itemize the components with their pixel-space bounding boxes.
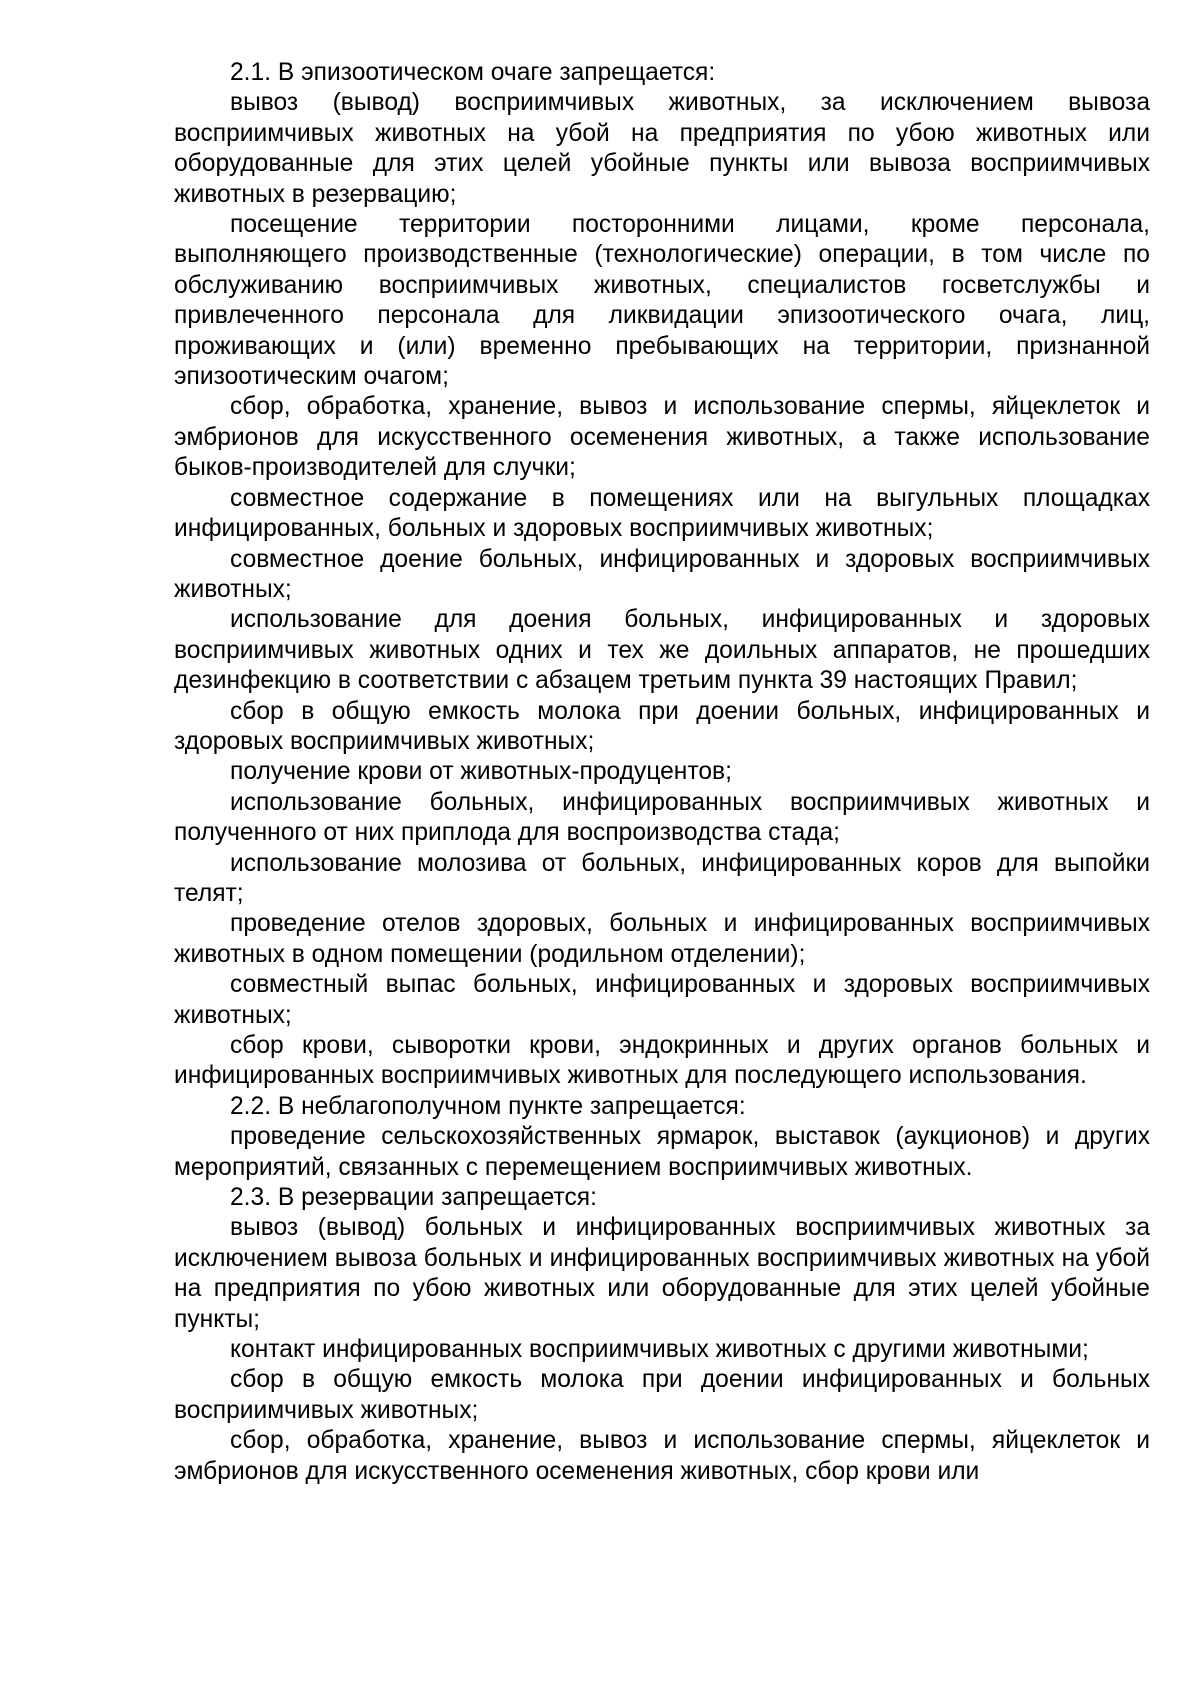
- section-heading-2-2: 2.2. В неблагополучном пункте запрещается:: [230, 1092, 746, 1120]
- section-heading-2-3: 2.3. В резервации запрещается:: [230, 1184, 597, 1212]
- paragraph: совместный выпас больных, инфицированных и здоровых восприимчивых животных;: [174, 971, 1150, 1029]
- paragraph: контакт инфицированных восприимчивых животных с другими животными;: [230, 1336, 1089, 1364]
- paragraph: проведение отелов здоровых, больных и инфицированных восприимчивых животных в одном помещении (родильном отделении);: [174, 910, 1150, 968]
- paragraph: совместное доение больных, инфицированных и здоровых восприимчивых животных;: [174, 545, 1150, 603]
- document-body: [174, 58, 1150, 1487]
- paragraph: вывоз (вывод) восприимчивых животных, за исключением вывоза восприимчивых животных на убой на предприятия по убою животных или оборудованные для этих целей убойные пункты или вывоза восприимчивых животных в резервацию;: [174, 89, 1150, 208]
- section-heading-2-1: 2.1. В эпизоотическом очаге запрещается:: [230, 59, 716, 86]
- paragraph: совместное содержание в помещениях или на выгульных площадках инфицированных, больных и здоровых восприимчивых животных;: [174, 484, 1150, 543]
- paragraph: получение крови от животных-продуцентов;: [230, 758, 732, 786]
- paragraph: использование молозива от больных, инфицированных коров для выпойки телят;: [174, 849, 1150, 907]
- paragraph: сбор, обработка, хранение, вывоз и использование спермы, яйцеклеток и эмбрионов для искусственного осеменения животных, сбор крови или: [174, 1427, 1150, 1485]
- paragraph: сбор крови, сыворотки крови, эндокринных и других органов больных и инфицированных восприимчивых животных для последующего использования.: [174, 1032, 1150, 1090]
- paragraph: использование для доения больных, инфицированных и здоровых восприимчивых животных одних и тех же доильных аппаратов, не прошедших дезинфекцию в соответствии с абзацем третьим пункта 39 настоящих Правил;: [174, 606, 1150, 695]
- paragraph: использование больных, инфицированных восприимчивых животных и полученного от них приплода для воспроизводства стада;: [174, 788, 1150, 847]
- paragraph: проведение сельскохозяйственных ярмарок, выставок (аукционов) и других мероприятий, связанных с перемещением восприимчивых животных.: [174, 1123, 1150, 1181]
- paragraph: сбор в общую емкость молока при доении инфицированных и больных восприимчивых животных;: [174, 1366, 1150, 1424]
- paragraph: сбор в общую емкость молока при доении больных, инфицированных и здоровых восприимчивых животных;: [174, 697, 1150, 755]
- paragraph: вывоз (вывод) больных и инфицированных восприимчивых животных за исключением вывоза больных и инфицированных восприимчивых животных на убой на предприятия по убою животных или оборудованные для этих целей убойные пункты;: [174, 1214, 1150, 1333]
- paragraph: посещение территории посторонними лицами, кроме персонала, выполняющего производственные (технологические) операции, в том числе по обслуживанию восприимчивых животных, специалистов госветслужбы и привлеченного персонала для ликвидации эпизоотического очага, лиц, проживающих и (или) временно пребывающих на территории, признанной эпизоотическим очагом;: [174, 211, 1150, 391]
- paragraph: сбор, обработка, хранение, вывоз и использование спермы, яйцеклеток и эмбрионов для искусственного осеменения животных, а также использование быков-производителей для случки;: [174, 393, 1150, 482]
